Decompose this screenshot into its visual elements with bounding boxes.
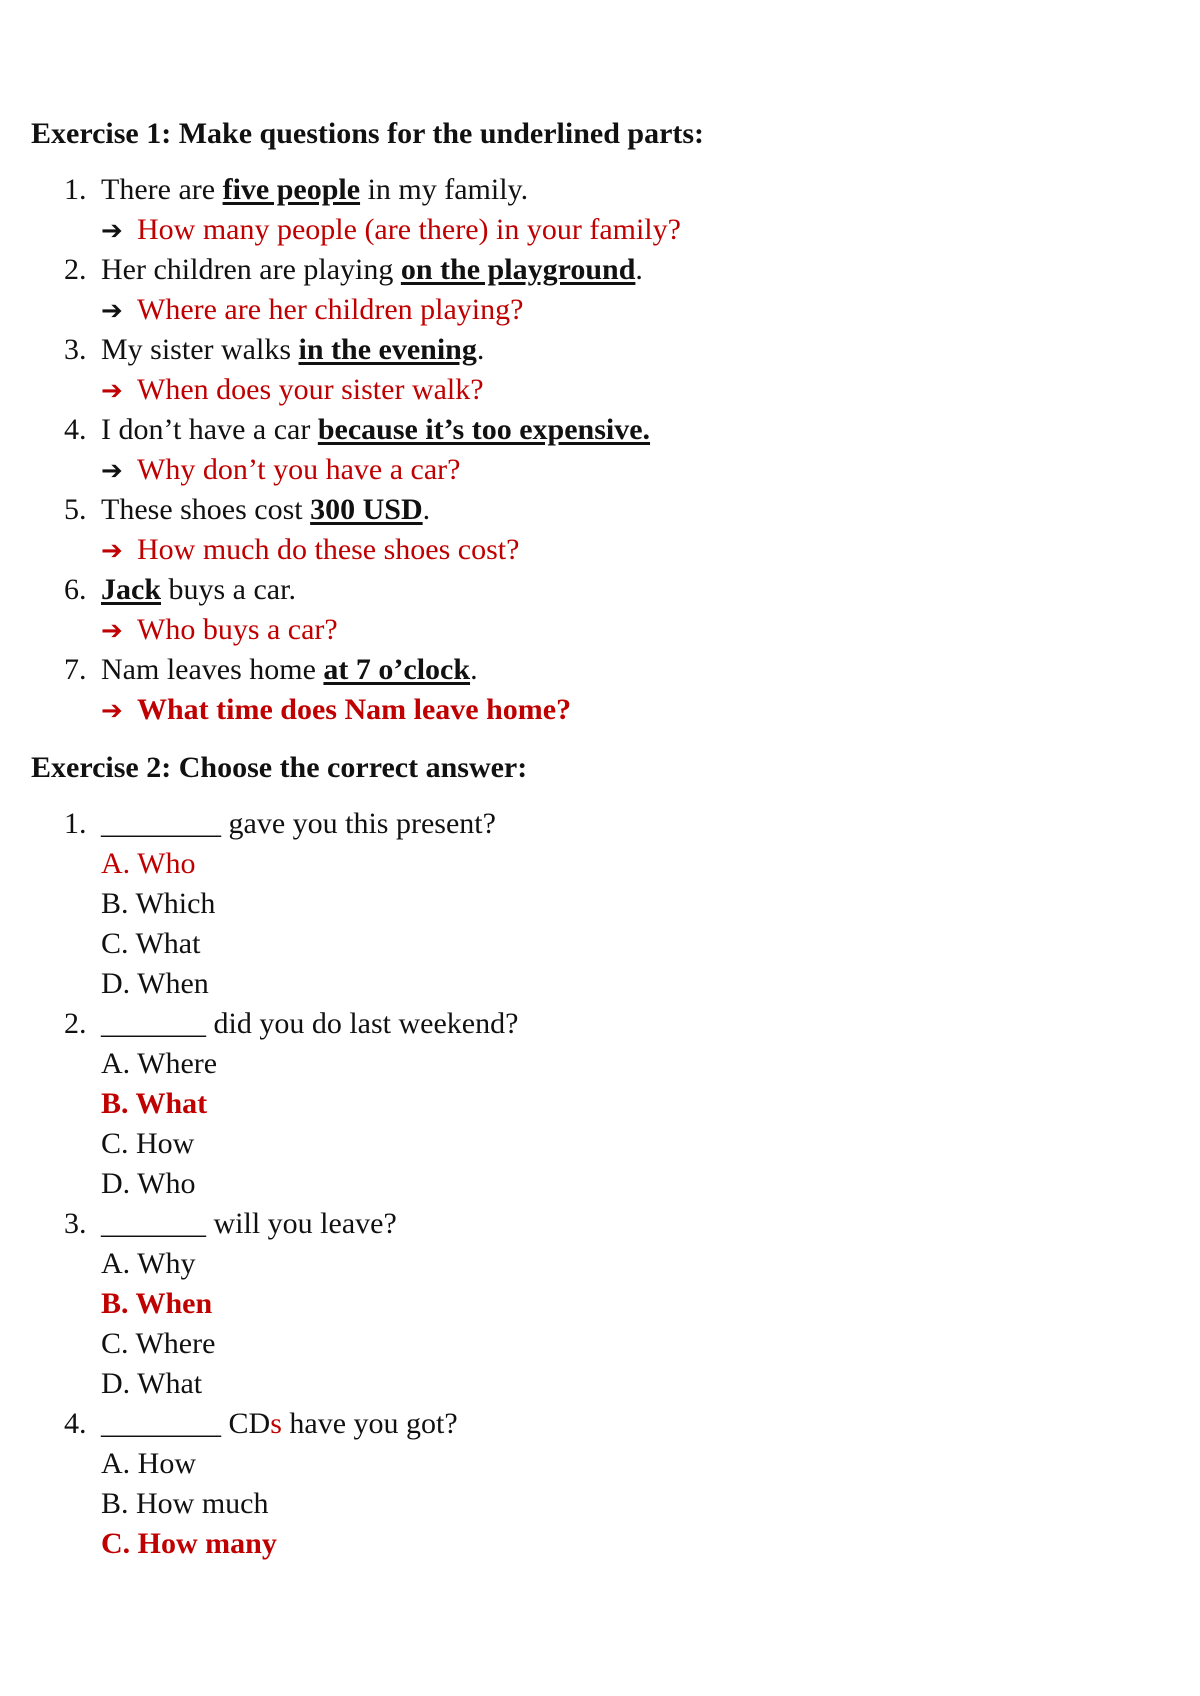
ex1-item-1-answer-text: How many people (are there) in your family? <box>137 213 681 246</box>
ex2-q2-option-d: D. Who <box>101 1167 196 1200</box>
ex1-item-2-number: 2. <box>64 253 87 286</box>
ex1-item-5-after: . <box>422 493 431 526</box>
ex2-q3-option-a: A. Why <box>101 1247 196 1280</box>
ex1-item-5-answer-text: How much do these shoes cost? <box>137 533 520 566</box>
exercise-2-title: Exercise 2: Choose the correct answer: <box>31 751 528 784</box>
ex2-question-3-number: 3. <box>64 1207 87 1240</box>
ex1-item-5-question <box>101 492 430 528</box>
arrow-icon: ➔ <box>101 376 123 406</box>
ex1-item-7-underlined: at 7 o’clock <box>323 653 471 686</box>
ex1-item-2-question <box>101 252 643 288</box>
ex1-item-2-after: . <box>635 253 643 286</box>
arrow-icon: ➔ <box>101 216 123 246</box>
ex1-item-7-answer <box>101 692 571 729</box>
ex1-item-5-underlined: 300 USD <box>310 493 423 526</box>
ex1-item-4-before: I don’t have a car <box>101 413 318 446</box>
ex1-item-6-question <box>101 572 296 608</box>
exercise-1-title: Exercise 1: Make questions for the underlined parts: <box>31 117 705 150</box>
ex1-item-3-question <box>101 332 484 368</box>
ex1-item-2-before: Her children are playing <box>101 253 401 286</box>
ex2-q3-option-c: C. Where <box>101 1327 216 1360</box>
ex1-item-4-question <box>101 412 650 448</box>
ex2-question-3-stem: _______ will you leave? <box>101 1207 397 1240</box>
ex1-item-6-number: 6. <box>64 573 87 606</box>
ex1-item-7-question <box>101 652 478 688</box>
ex2-q2-option-a: A. Where <box>101 1047 218 1080</box>
ex1-item-3-number: 3. <box>64 333 87 366</box>
ex1-item-5-before: These shoes cost <box>101 493 311 526</box>
ex1-item-2-underlined: on the playground <box>400 253 636 286</box>
arrow-icon: ➔ <box>101 296 123 326</box>
ex1-item-6-answer <box>101 612 338 649</box>
ex2-question-2-number: 2. <box>64 1007 87 1040</box>
ex2-q1-option-b: B. Which <box>101 887 216 920</box>
ex1-item-4-answer-text: Why don’t you have a car? <box>137 453 461 486</box>
ex1-item-1-number: 1. <box>64 173 87 206</box>
ex1-item-7-after: . <box>470 653 478 686</box>
arrow-icon: ➔ <box>101 536 123 566</box>
ex1-item-6-answer-text: Who buys a car? <box>137 613 338 646</box>
ex2-q3-option-d: D. What <box>101 1367 203 1400</box>
ex2-q4-option-b: B. How much <box>101 1487 269 1520</box>
ex1-item-2-answer <box>101 292 523 329</box>
ex2-q2-option-c: C. How <box>101 1127 195 1160</box>
arrow-icon: ➔ <box>101 616 123 646</box>
ex1-item-1-before: There are <box>101 173 223 206</box>
ex1-item-3-answer-text: When does your sister walk? <box>137 373 484 406</box>
arrow-icon: ➔ <box>101 456 123 486</box>
ex2-question-2-stem: _______ did you do last weekend? <box>101 1007 519 1040</box>
ex1-item-5-number: 5. <box>64 493 87 526</box>
ex1-item-7-answer-text: What time does Nam leave home? <box>137 693 572 726</box>
ex2-question-1-number: 1. <box>64 807 87 840</box>
ex1-item-7-before: Nam leaves home <box>101 653 324 686</box>
ex1-item-3-answer <box>101 372 484 409</box>
ex1-item-2-answer-text: Where are her children playing? <box>137 293 524 326</box>
ex2-q1-option-a: A. Who <box>101 847 196 880</box>
ex1-item-3-before: My sister walks <box>101 333 299 366</box>
ex2-q4-stem-blank: ________ CD <box>101 1407 271 1440</box>
ex2-q4-stem-rest: have you got? <box>281 1407 458 1440</box>
ex1-item-3-after: . <box>476 333 485 366</box>
ex2-q1-option-d: D. When <box>101 967 209 1000</box>
ex2-q4-option-a: A. How <box>101 1447 196 1480</box>
ex2-q1-option-c: C. What <box>101 927 201 960</box>
ex2-q4-option-c: C. How many <box>101 1527 277 1560</box>
ex2-question-4-stem <box>101 1406 458 1442</box>
ex1-item-1-answer <box>101 212 681 249</box>
ex1-item-1-question <box>101 172 528 208</box>
ex2-question-1-stem: ________ gave you this present? <box>101 807 496 840</box>
ex1-item-1-underlined: five people <box>222 173 361 206</box>
ex2-q3-option-b: B. When <box>101 1287 213 1320</box>
ex1-item-7-number: 7. <box>64 653 87 686</box>
ex2-question-4-number: 4. <box>64 1407 87 1440</box>
ex1-item-4-underlined: because it’s too expensive. <box>317 413 651 446</box>
ex1-item-4-answer <box>101 452 460 489</box>
ex1-item-4-number: 4. <box>64 413 87 446</box>
ex2-q2-option-b: B. What <box>101 1087 208 1120</box>
ex1-item-5-answer <box>101 532 519 569</box>
ex1-item-1-after: in my family. <box>360 173 529 206</box>
ex1-item-6-after: buys a car. <box>161 573 296 606</box>
arrow-icon: ➔ <box>101 696 123 726</box>
ex2-q4-stem-red: s <box>270 1407 282 1440</box>
ex1-item-3-underlined: in the evening <box>298 333 477 366</box>
ex1-item-6-underlined: Jack <box>101 573 161 606</box>
